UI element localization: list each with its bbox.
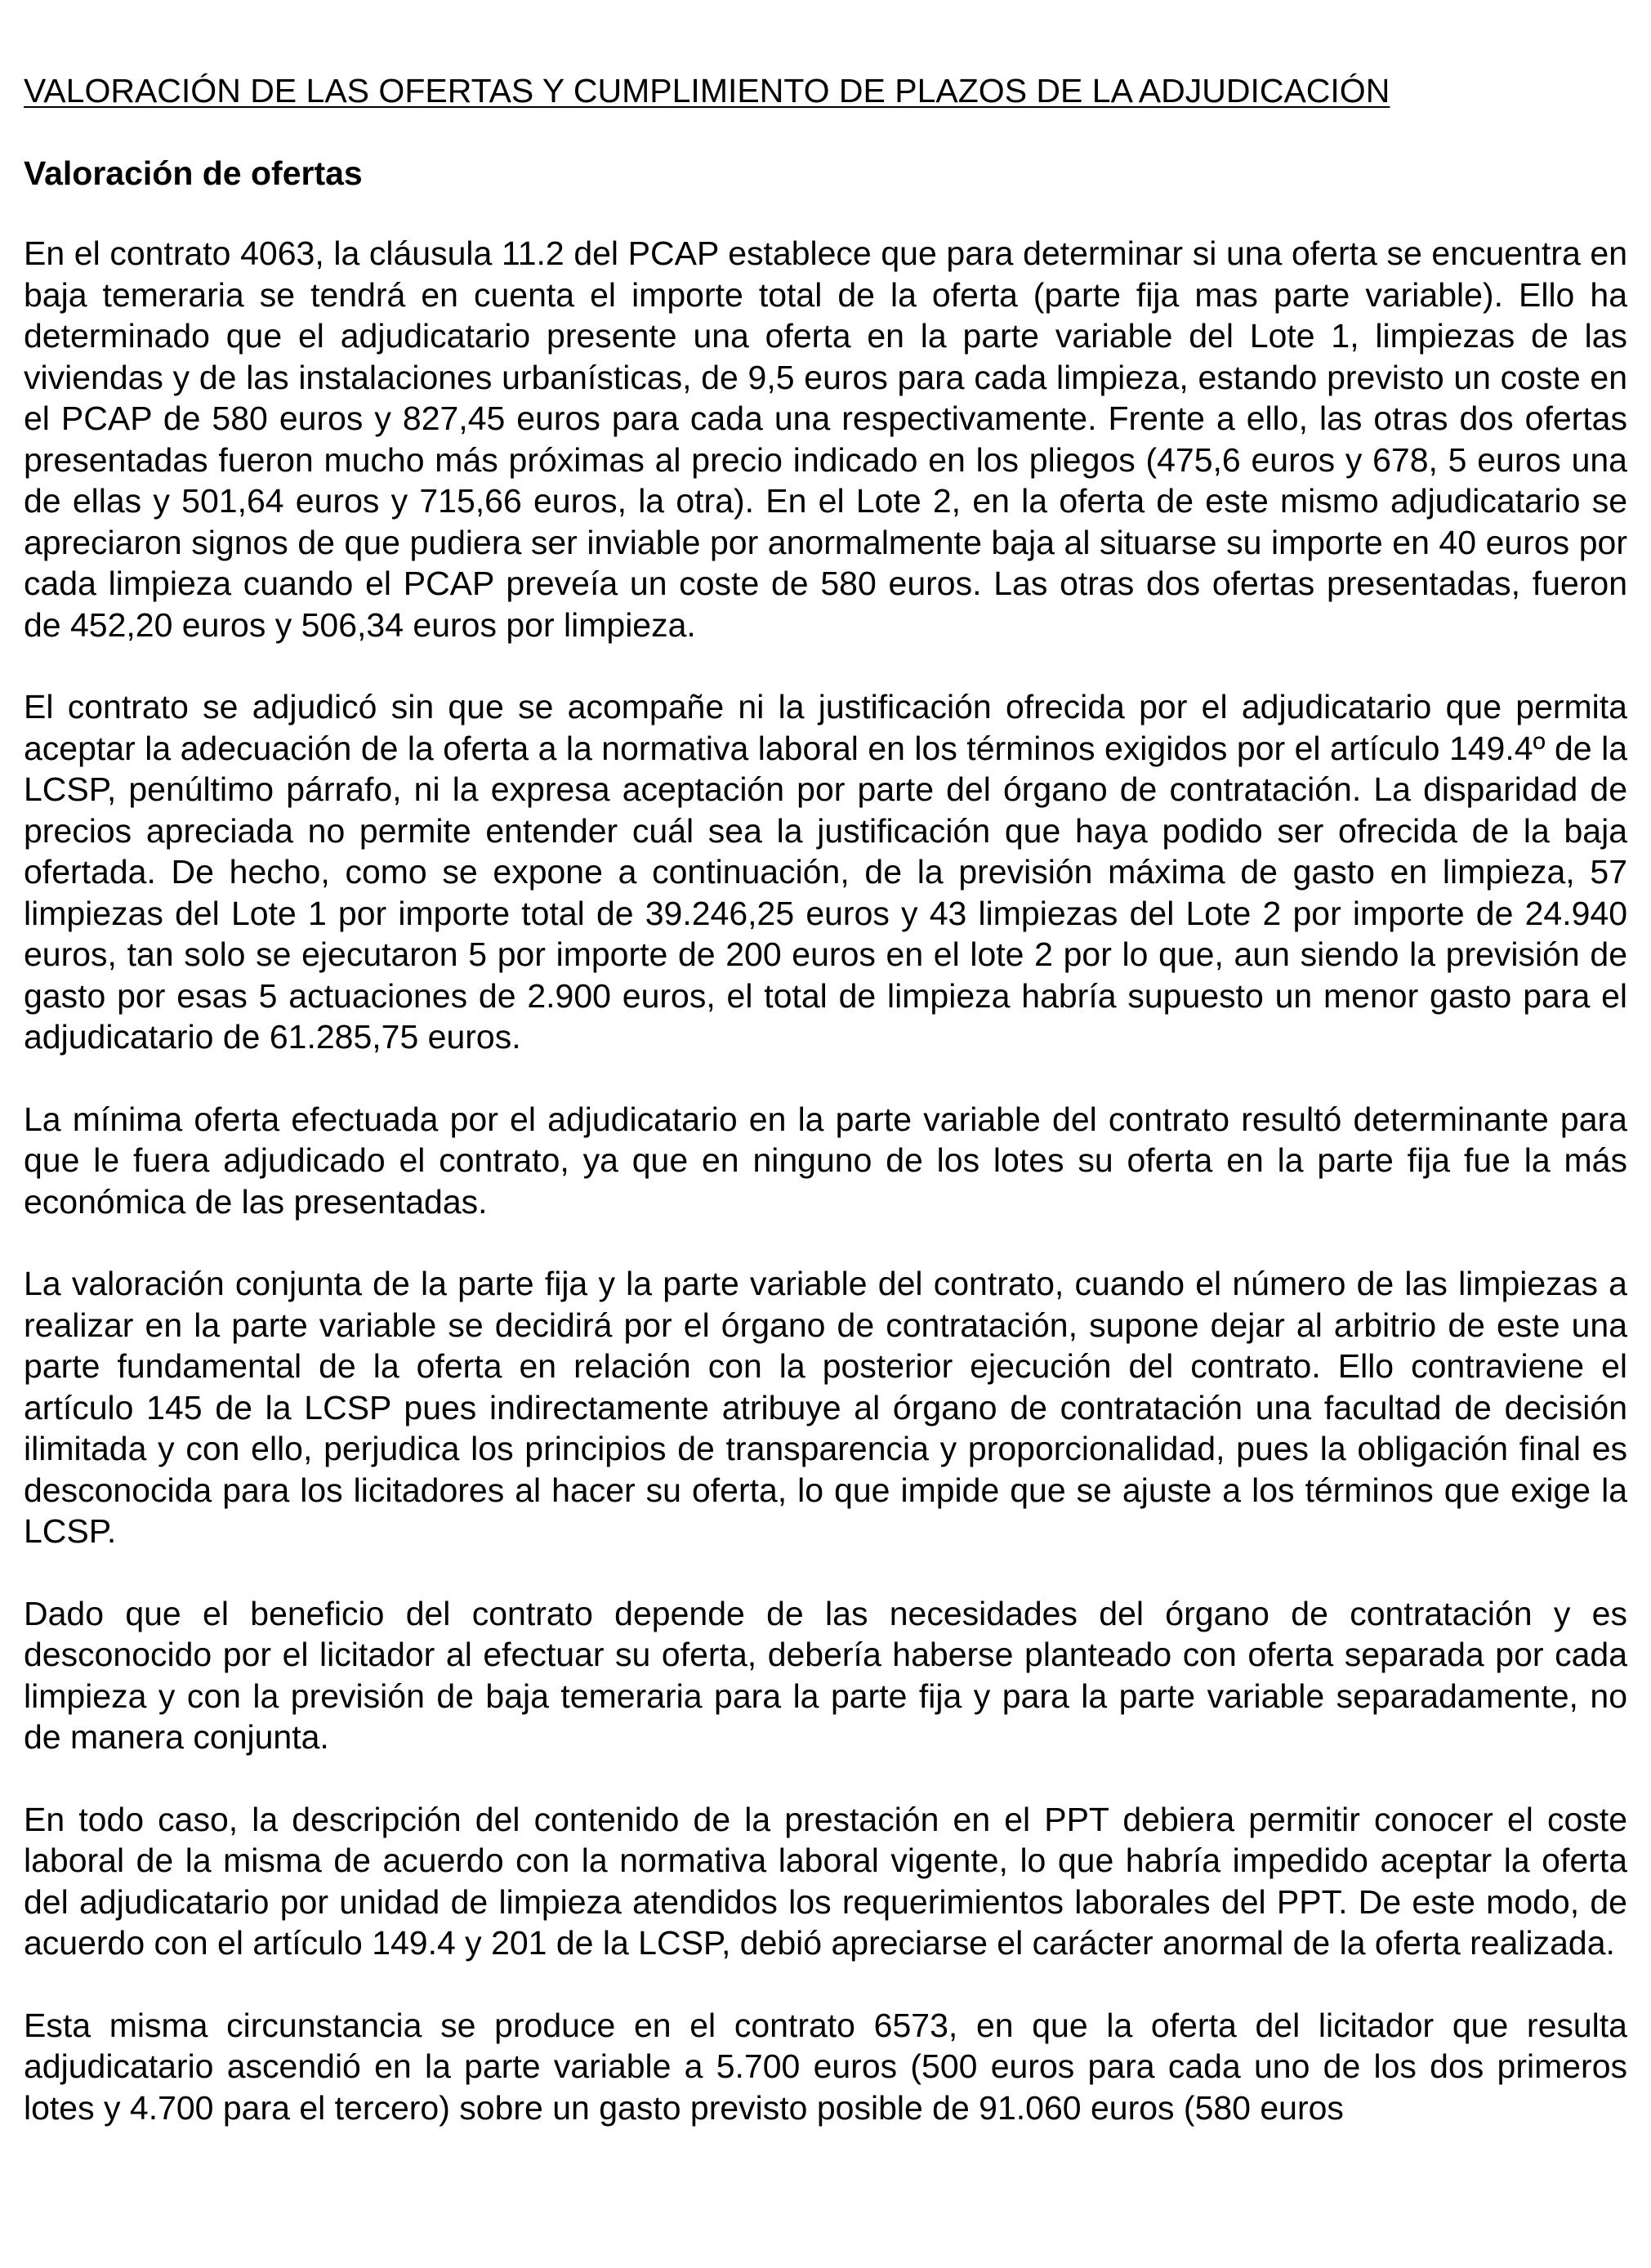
paragraph-3: La mínima oferta efectuada por el adjudicatario en la parte variable del contrato resultó determinante para que le fuera adjudicado el contrato, ya que en ninguno de los lotes su oferta en la parte fija fue la más económica de las presentadas. [24, 1100, 1627, 1221]
paragraph-2: El contrato se adjudicó sin que se acompañe ni la justificación ofrecida por el adjudicatario que permita aceptar la adecuación de la oferta a la normativa laboral en los términos exigidos por el artículo 149.4º de la LCSP, penúltimo párrafo, ni la expresa aceptación por parte del órgano de contratación. La disparidad de precios apreciada no permite entender cuál sea la justificación que haya podido ser ofrecida de la baja ofertada. De hecho, como se expone a continuación, de la previsión máxima de gasto en limpieza, 57 limpiezas del Lote 1 por importe total de 39.246,25 euros y 43 limpiezas del Lote 2 por importe de 24.940 euros, tan solo se ejecutaron 5 por importe de 200 euros en el lote 2 por lo que, aun siendo la previsión de gasto por esas 5 actuaciones de 2.900 euros, el total de limpieza habría supuesto un menor gasto para el adjudicatario de 61.285,75 euros. [24, 688, 1627, 1056]
paragraph-4: La valoración conjunta de la parte fija y la parte variable del contrato, cuando el número de las limpiezas a realizar en la parte variable se decidirá por el órgano de contratación, supone dejar al arbitrio de este una parte fundamental de la oferta en relación con la posterior ejecución del contrato. Ello contraviene el artículo 145 de la LCSP pues indirectamente atribuye al órgano de contratación una facultad de decisión ilimitada y con ello, perjudica los principios de transparencia y proporcionalidad, pues la obligación final es desconocida para los licitadores al hacer su oferta, lo que impide que se ajuste a los términos que exige la LCSP. [24, 1265, 1627, 1550]
subsection-title: Valoración de ofertas [24, 154, 363, 192]
paragraph-7: Esta misma circunstancia se produce en el contrato 6573, en que la oferta del licitador que resulta adjudicatario ascendió en la parte variable a 5.700 euros (500 euros para cada uno de los dos primeros lotes y 4.700 para el tercero) sobre un gasto previsto posible de 91.060 euros (580 euros [24, 2006, 1627, 2127]
paragraph-5: Dado que el beneficio del contrato depende de las necesidades del órgano de contratación y es desconocido por el licitador al efectuar su oferta, debería haberse planteado con oferta separada por cada limpieza y con la previsión de baja temeraria para la parte fija y para la parte variable separadamente, no de manera conjunta. [24, 1594, 1627, 1756]
body-text [24, 233, 1627, 2128]
section-title: VALORACIÓN DE LAS OFERTAS Y CUMPLIMIENTO DE PLAZOS DE LA ADJUDICACIÓN [24, 72, 1390, 109]
paragraph-6: En todo caso, la descripción del contenido de la prestación en el PPT debiera permitir conocer el coste laboral de la misma de acuerdo con la normativa laboral vigente, lo que habría impedido aceptar la oferta del adjudicatario por unidad de limpieza atendidos los requerimientos laborales del PPT. De este modo, de acuerdo con el artículo 149.4 y 201 de la LCSP, debió apreciarse el carácter anormal de la oferta realizada. [24, 1800, 1627, 1962]
paragraph-1: En el contrato 4063, la cláusula 11.2 del PCAP establece que para determinar si una oferta se encuentra en baja temeraria se tendrá en cuenta el importe total de la oferta (parte fija mas parte variable). Ello ha determinado que el adjudicatario presente una oferta en la parte variable del Lote 1, limpiezas de las viviendas y de las instalaciones urbanísticas, de 9,5 euros para cada limpieza, estando previsto un coste en el PCAP de 580 euros y 827,45 euros para cada una respectivamente. Frente a ello, las otras dos ofertas presentadas fueron mucho más próximas al precio indicado en los pliegos (475,6 euros y 678, 5 euros una de ellas y 501,64 euros y 715,66 euros, la otra). En el Lote 2, en la oferta de este mismo adjudicatario se apreciaron signos de que pudiera ser inviable por anormalmente baja al situarse su importe en 40 euros por cada limpieza cuando el PCAP preveía un coste de 580 euros. Las otras dos ofertas presentadas, fueron de 452,20 euros y 506,34 euros por limpieza. [24, 234, 1627, 644]
